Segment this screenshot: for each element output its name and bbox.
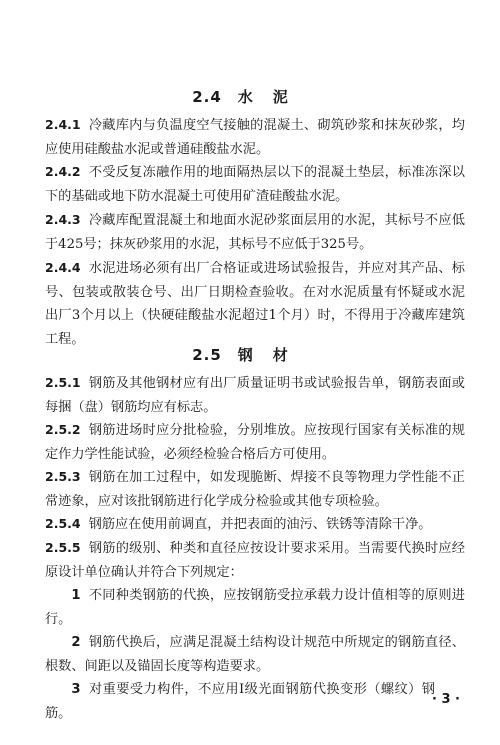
clause-2-5-2 <box>45 418 465 466</box>
clause-number: 2.5.3 <box>45 469 81 484</box>
clause-text: 钢筋在加工过程中，如发现脆断、焊接不良等物理力学性能不正常迹象，应对该批钢筋进行化学成分检验或其他专项检验。 <box>45 470 465 509</box>
clause-2-4-4 <box>45 256 465 351</box>
section-title-2-5 <box>0 344 500 365</box>
section-name: 钢材 <box>237 346 308 364</box>
clause-number: 2.5.5 <box>45 540 81 555</box>
list-item-1 <box>45 584 465 631</box>
clause-number: 2.4.3 <box>45 212 81 227</box>
clause-number: 2.4.2 <box>45 164 81 179</box>
section-number: 2.5 <box>192 346 222 364</box>
clause-number: 2.4.4 <box>45 260 81 275</box>
clause-text: 水泥进场必须有出厂合格证或进场试验报告，并应对其产品、标号、包装或散装仓号、出厂日期检查验收。在对水泥质量有怀疑或水泥出厂3个月以上（快硬硅酸盐水泥超过1个月）时，不得用于冷藏库建筑工程。 <box>45 261 465 347</box>
clause-number: 2.4.1 <box>45 117 81 132</box>
list-item-3 <box>45 678 435 725</box>
clause-2-5-3 <box>45 465 465 513</box>
clause-text: 钢筋的级别、种类和直径应按设计要求采用。当需要代换时应经原设计单位确认并符合下列规定： <box>45 541 465 580</box>
clause-text: 冷藏库配置混凝土和地面水泥砂浆面层用的水泥，其标号不应低于425号；抹灰砂浆用的水泥，其标号不应低于325号。 <box>45 213 465 252</box>
clause-2-5-1 <box>45 371 465 419</box>
clause-2-5-4 <box>45 512 465 537</box>
clause-number: 2.5.1 <box>45 375 81 390</box>
clause-text: 钢筋进场时应分批检验，分别堆放。应按现行国家有关标准的规定作力学性能试验，必须经检验合格后方可使用。 <box>45 423 465 462</box>
item-text: 钢筋代换后，应满足混凝土结构设计规范中所规定的钢筋直径、根数、间距以及锚固长度等构造要求。 <box>45 635 465 674</box>
clause-number: 2.5.4 <box>45 516 81 531</box>
item-number: 2 <box>71 635 81 650</box>
list-item-2 <box>45 631 465 678</box>
clause-text: 钢筋应在使用前调直，并把表面的油污、铁锈等清除干净。 <box>88 517 432 532</box>
item-text: 不同种类钢筋的代换，应按钢筋受拉承载力设计值相等的原则进行。 <box>45 588 465 627</box>
clause-number: 2.5.2 <box>45 422 81 437</box>
page-number: · 3 · <box>432 692 460 707</box>
item-number: 1 <box>71 588 81 603</box>
clause-2-5-5 <box>45 536 465 584</box>
clause-text: 不受反复冻融作用的地面隔热层以下的混凝土垫层，标准冻深以下的基础或地下防水混凝土可使用矿渣硅酸盐水泥。 <box>45 165 465 204</box>
section-name: 水泥 <box>237 88 308 106</box>
clause-2-4-1 <box>45 113 465 161</box>
clause-text: 钢筋及其他钢材应有出厂质量证明书或试验报告单，钢筋表面或每捆（盘）钢筋均应有标志。 <box>45 376 465 415</box>
clause-2-4-2 <box>45 160 465 208</box>
clause-text: 冷藏库内与负温度空气接触的混凝土、砌筑砂浆和抹灰砂浆，均应使用硅酸盐水泥或普通硅酸盐水泥。 <box>45 118 465 157</box>
section-title-2-4 <box>0 86 500 107</box>
section-number: 2.4 <box>192 88 222 106</box>
item-text: 对重要受力构件，不应用Ⅰ级光面钢筋代换变形（螺纹）钢筋。 <box>45 682 435 721</box>
item-number: 3 <box>71 682 81 697</box>
clause-2-4-3 <box>45 208 465 256</box>
